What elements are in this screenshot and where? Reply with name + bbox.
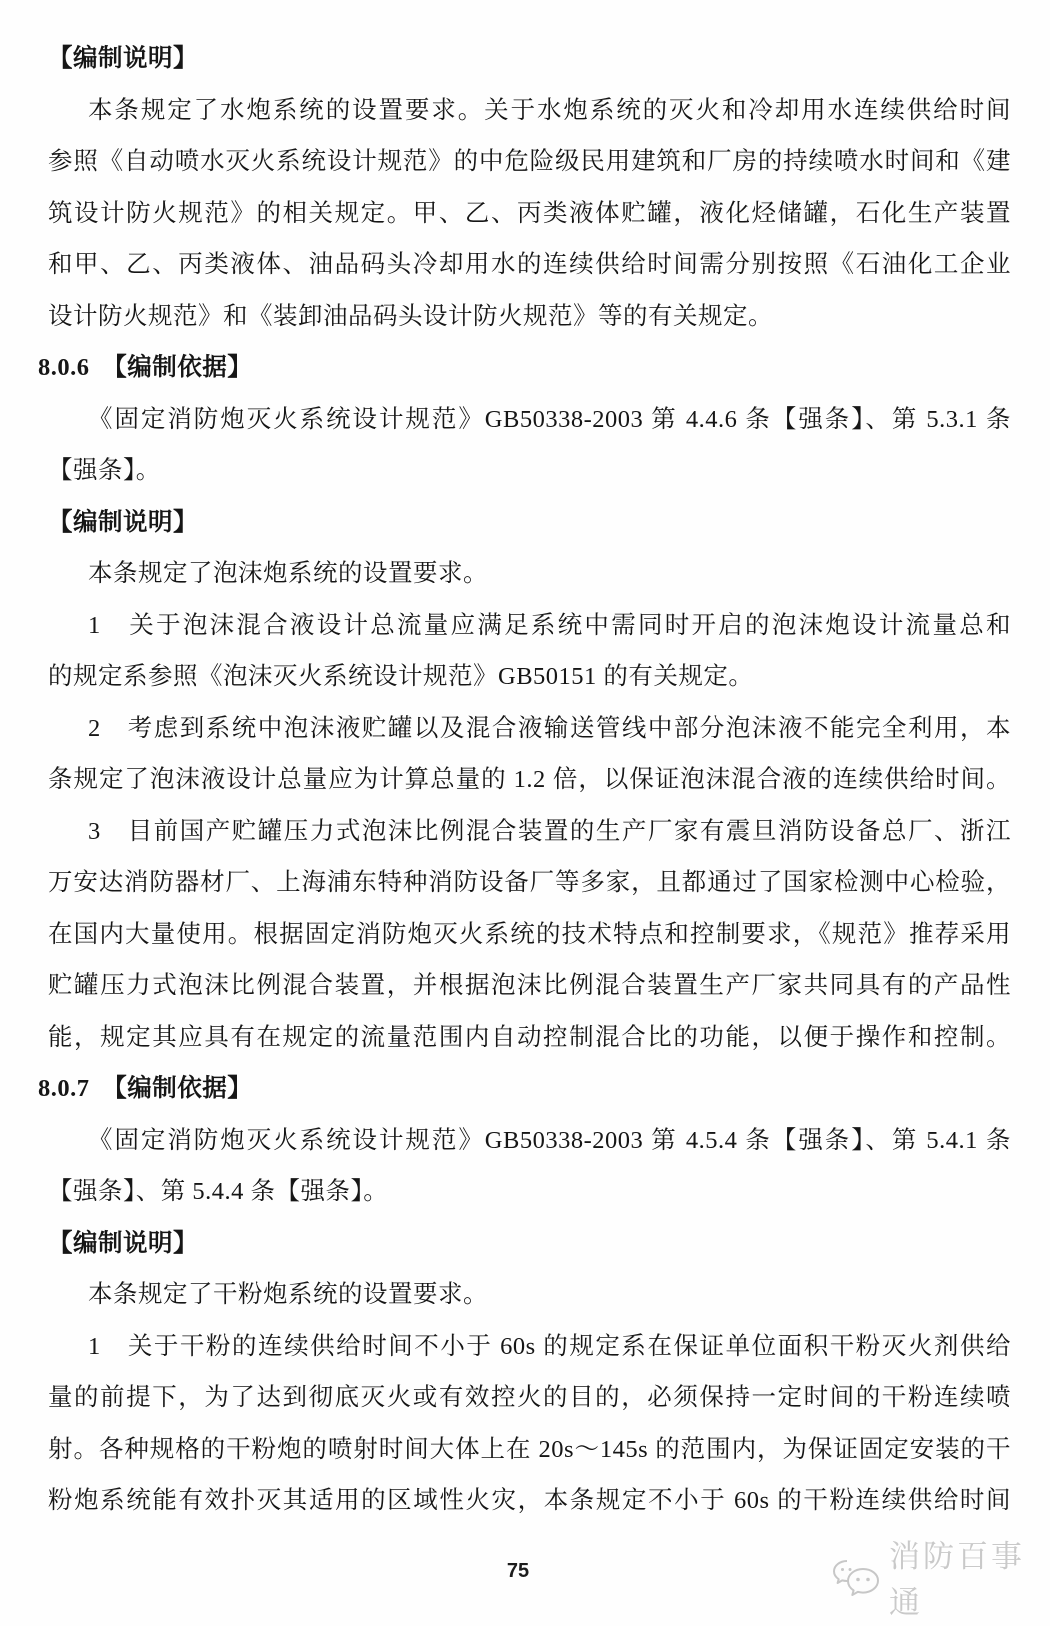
document-body (38, 33, 1011, 1527)
text-line: 1 关于干粉的连续供给时间不小于 60s 的规定系在保证单位面积干粉灭火剂供给 (88, 1332, 1011, 1360)
text-line: 量的前提下，为了达到彻底灭火或有效控火的目的，必须保持一定时间的干粉连续喷 (48, 1384, 1011, 1411)
block-heading: 【编制说明】 (48, 508, 198, 536)
text-line: 【强条】、第 5.4.4 条【强条】。 (48, 1178, 389, 1205)
text-line: 条规定了泡沫液设计总量应为计算总量的 1.2 倍，以保证泡沫混合液的连续供给时间。 (48, 766, 1011, 793)
text-line: 本条规定了干粉炮系统的设置要求。 (88, 1281, 488, 1308)
page-number: 75 (506, 1560, 530, 1582)
text-line: 能，规定其应具有在规定的流量范围内自动控制混合比的功能，以便于操作和控制。 (48, 1023, 1011, 1051)
text-line: 和甲、乙、丙类液体、油品码头冷却用水的连续供给时间需分别按照《石油化工企业 (48, 251, 1011, 278)
text-line: 2 考虑到系统中泡沫液贮罐以及混合液输送管线中部分泡沫液不能完全利用，本 (88, 714, 1011, 742)
text-line: 射。各种规格的干粉炮的喷射时间大体上在 20s～145s 的范围内，为保证固定安装的干 (48, 1435, 1011, 1463)
text-line: 设计防火规范》和《装卸油品码头设计防火规范》等的有关规定。 (48, 302, 773, 330)
text-line: 本条规定了水炮系统的设置要求。关于水炮系统的灭火和冷却用水连续供给时间 (88, 96, 1011, 124)
text-line: 【强条】。 (48, 457, 161, 484)
text-line: 贮罐压力式泡沫比例混合装置，并根据泡沫比例混合装置生产厂家共同具有的产品性 (48, 972, 1011, 999)
text-line: 粉炮系统能有效扑灭其适用的区域性火灾，本条规定不小于 60s 的干粉连续供给时间 (48, 1487, 1011, 1514)
text-line: 在国内大量使用。根据固定消防炮灭火系统的技术特点和控制要求，《规范》推荐采用 (48, 920, 1011, 948)
text-line: 《固定消防炮灭火系统设计规范》GB50338-2003 第 4.5.4 条【强条】、第 5.4.1 条 (88, 1126, 1011, 1154)
text-line: 筑设计防火规范》的相关规定。甲、乙、丙类液体贮罐，液化烃储罐，石化生产装置 (48, 199, 1011, 227)
block-heading: 【编制说明】 (48, 45, 198, 72)
text-line: 万安达消防器材厂、上海浦东特种消防设备厂等多家，且都通过了国家检测中心检验， (48, 869, 1011, 896)
text-line: 3 目前国产贮罐压力式泡沫比例混合装置的生产厂家有震旦消防设备总厂、浙江 (88, 817, 1011, 845)
text-line: 1 关于泡沫混合液设计总流量应满足系统中需同时开启的泡沫炮设计流量总和 (88, 611, 1011, 639)
block-heading: 【编制说明】 (48, 1229, 198, 1257)
text-line: 《固定消防炮灭火系统设计规范》GB50338-2003 第 4.4.6 条【强条】、第 5.3.1 条 (88, 405, 1011, 433)
section-heading: 8.0.7 【编制依据】 (38, 1075, 253, 1102)
watermark-text: 消防百事通 (889, 1539, 1025, 1620)
text-line: 参照《自动喷水灭火系统设计规范》的中危险级民用建筑和厂房的持续喷水时间和《建 (48, 148, 1011, 175)
text-line: 本条规定了泡沫炮系统的设置要求。 (88, 560, 488, 587)
text-line: 的规定系参照《泡沫灭火系统设计规范》GB50151 的有关规定。 (48, 663, 754, 690)
section-heading: 8.0.6 【编制依据】 (38, 354, 253, 381)
